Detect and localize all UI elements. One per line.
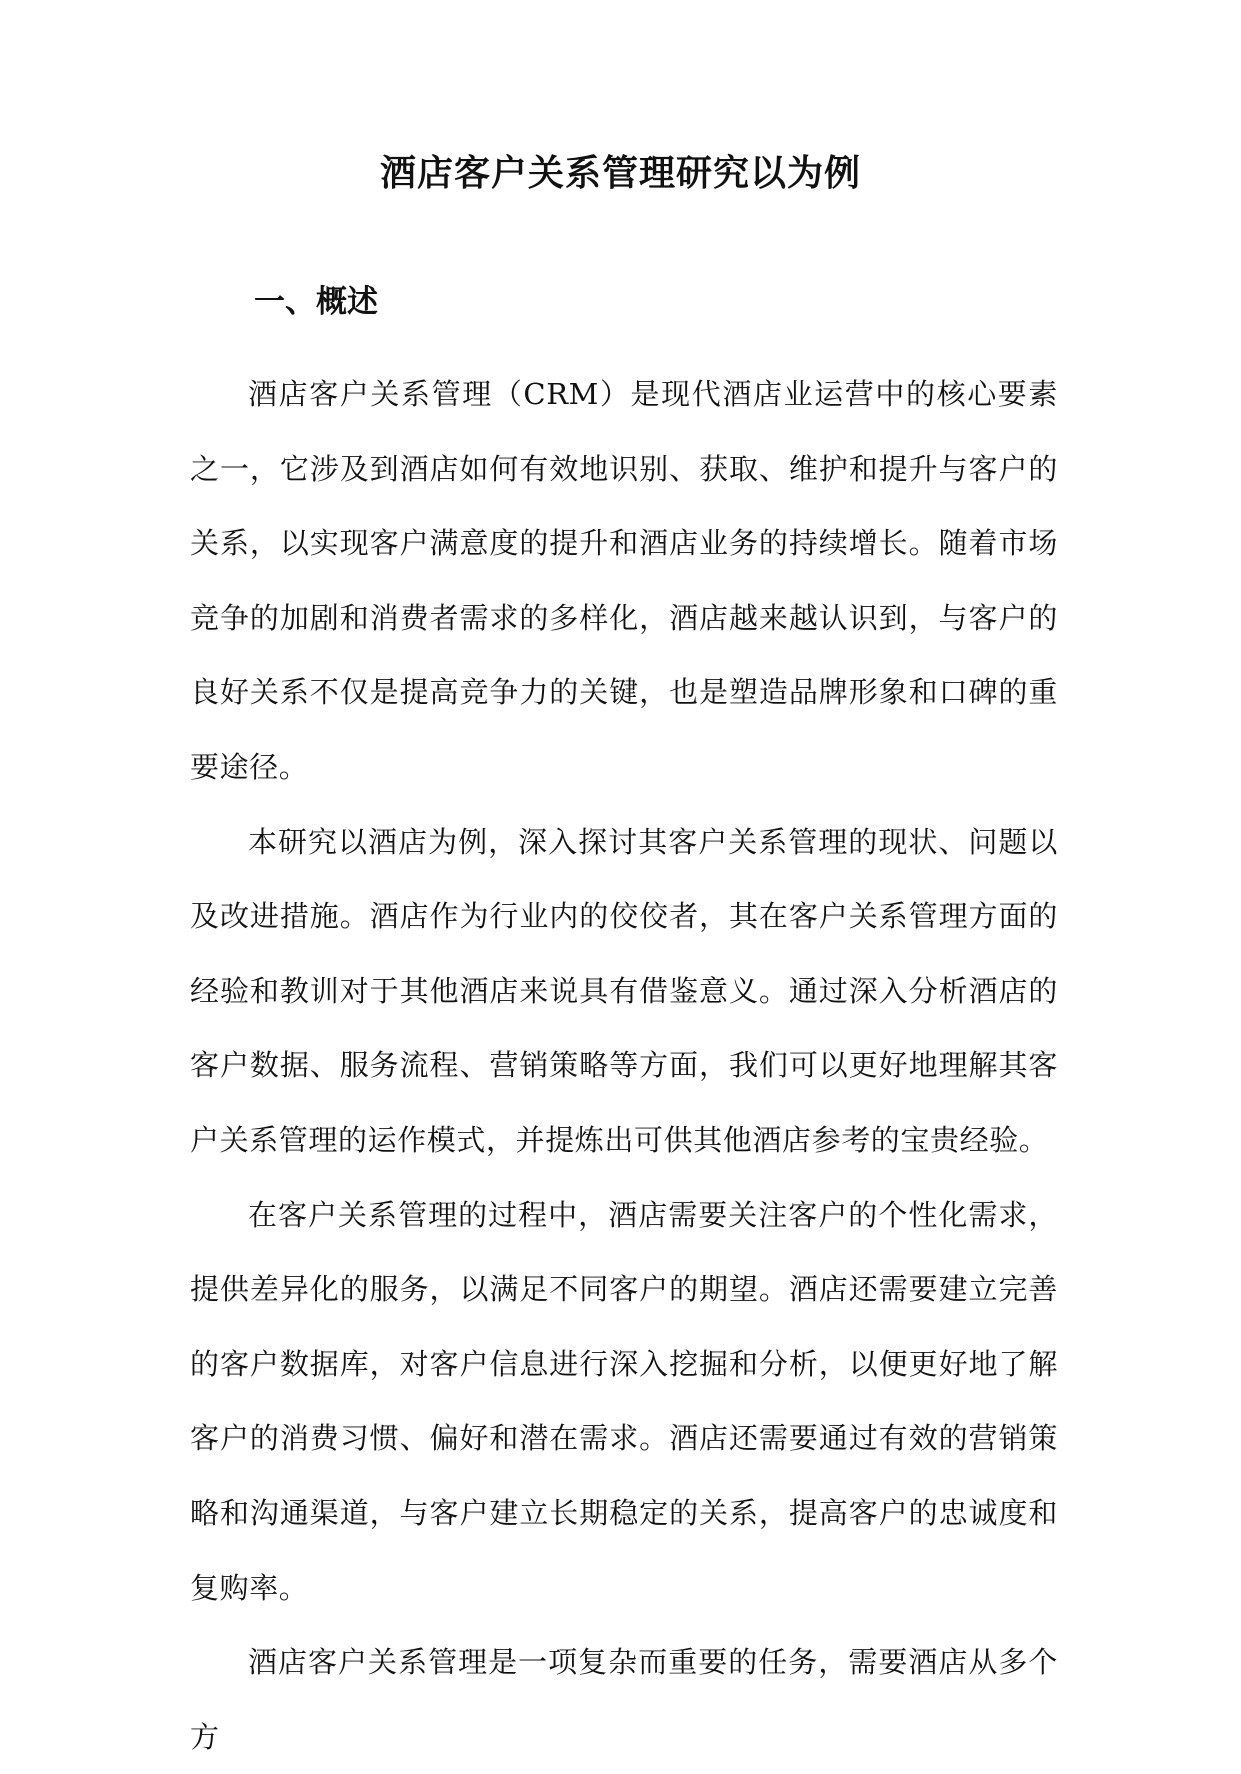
section-heading: 一、概述	[254, 284, 378, 320]
paragraph: 酒店客户关系管理（CRM）是现代酒店业运营中的核心要素之一，它涉及到酒店如何有效地识别、获取、维护和提升与客户的关系，以实现客户满意度的提升和酒店业务的持续增长。随着市场竞争的加剧和消费者需求的多样化，酒店越来越认识到，与客户的良好关系不仅是提高竞争力的关键，也是塑造品牌形象和口碑的重要途径。	[190, 377, 1058, 784]
document-body	[190, 357, 1058, 1774]
paragraph: 本研究以酒店为例，深入探讨其客户关系管理的现状、问题以及改进措施。酒店作为行业内的佼佼者，其在客户关系管理方面的经验和教训对于其他酒店来说具有借鉴意义。通过深入分析酒店的客户数据、服务流程、营销策略等方面，我们可以更好地理解其客户关系管理的运作模式，并提炼出可供其他酒店参考的宝贵经验。	[190, 824, 1058, 1157]
document-title: 酒店客户关系管理研究以为例	[379, 152, 861, 194]
paragraph: 酒店客户关系管理是一项复杂而重要的任务，需要酒店从多个方	[190, 1645, 1058, 1754]
paragraph: 在客户关系管理的过程中，酒店需要关注客户的个性化需求，提供差异化的服务，以满足不同客户的期望。酒店还需要建立完善的客户数据库，对客户信息进行深入挖掘和分析，以便更好地了解客户的消费习惯、偏好和潜在需求。酒店还需要通过有效的营销策略和沟通渠道，与客户建立长期稳定的关系，提高客户的忠诚度和复购率。	[190, 1197, 1058, 1605]
